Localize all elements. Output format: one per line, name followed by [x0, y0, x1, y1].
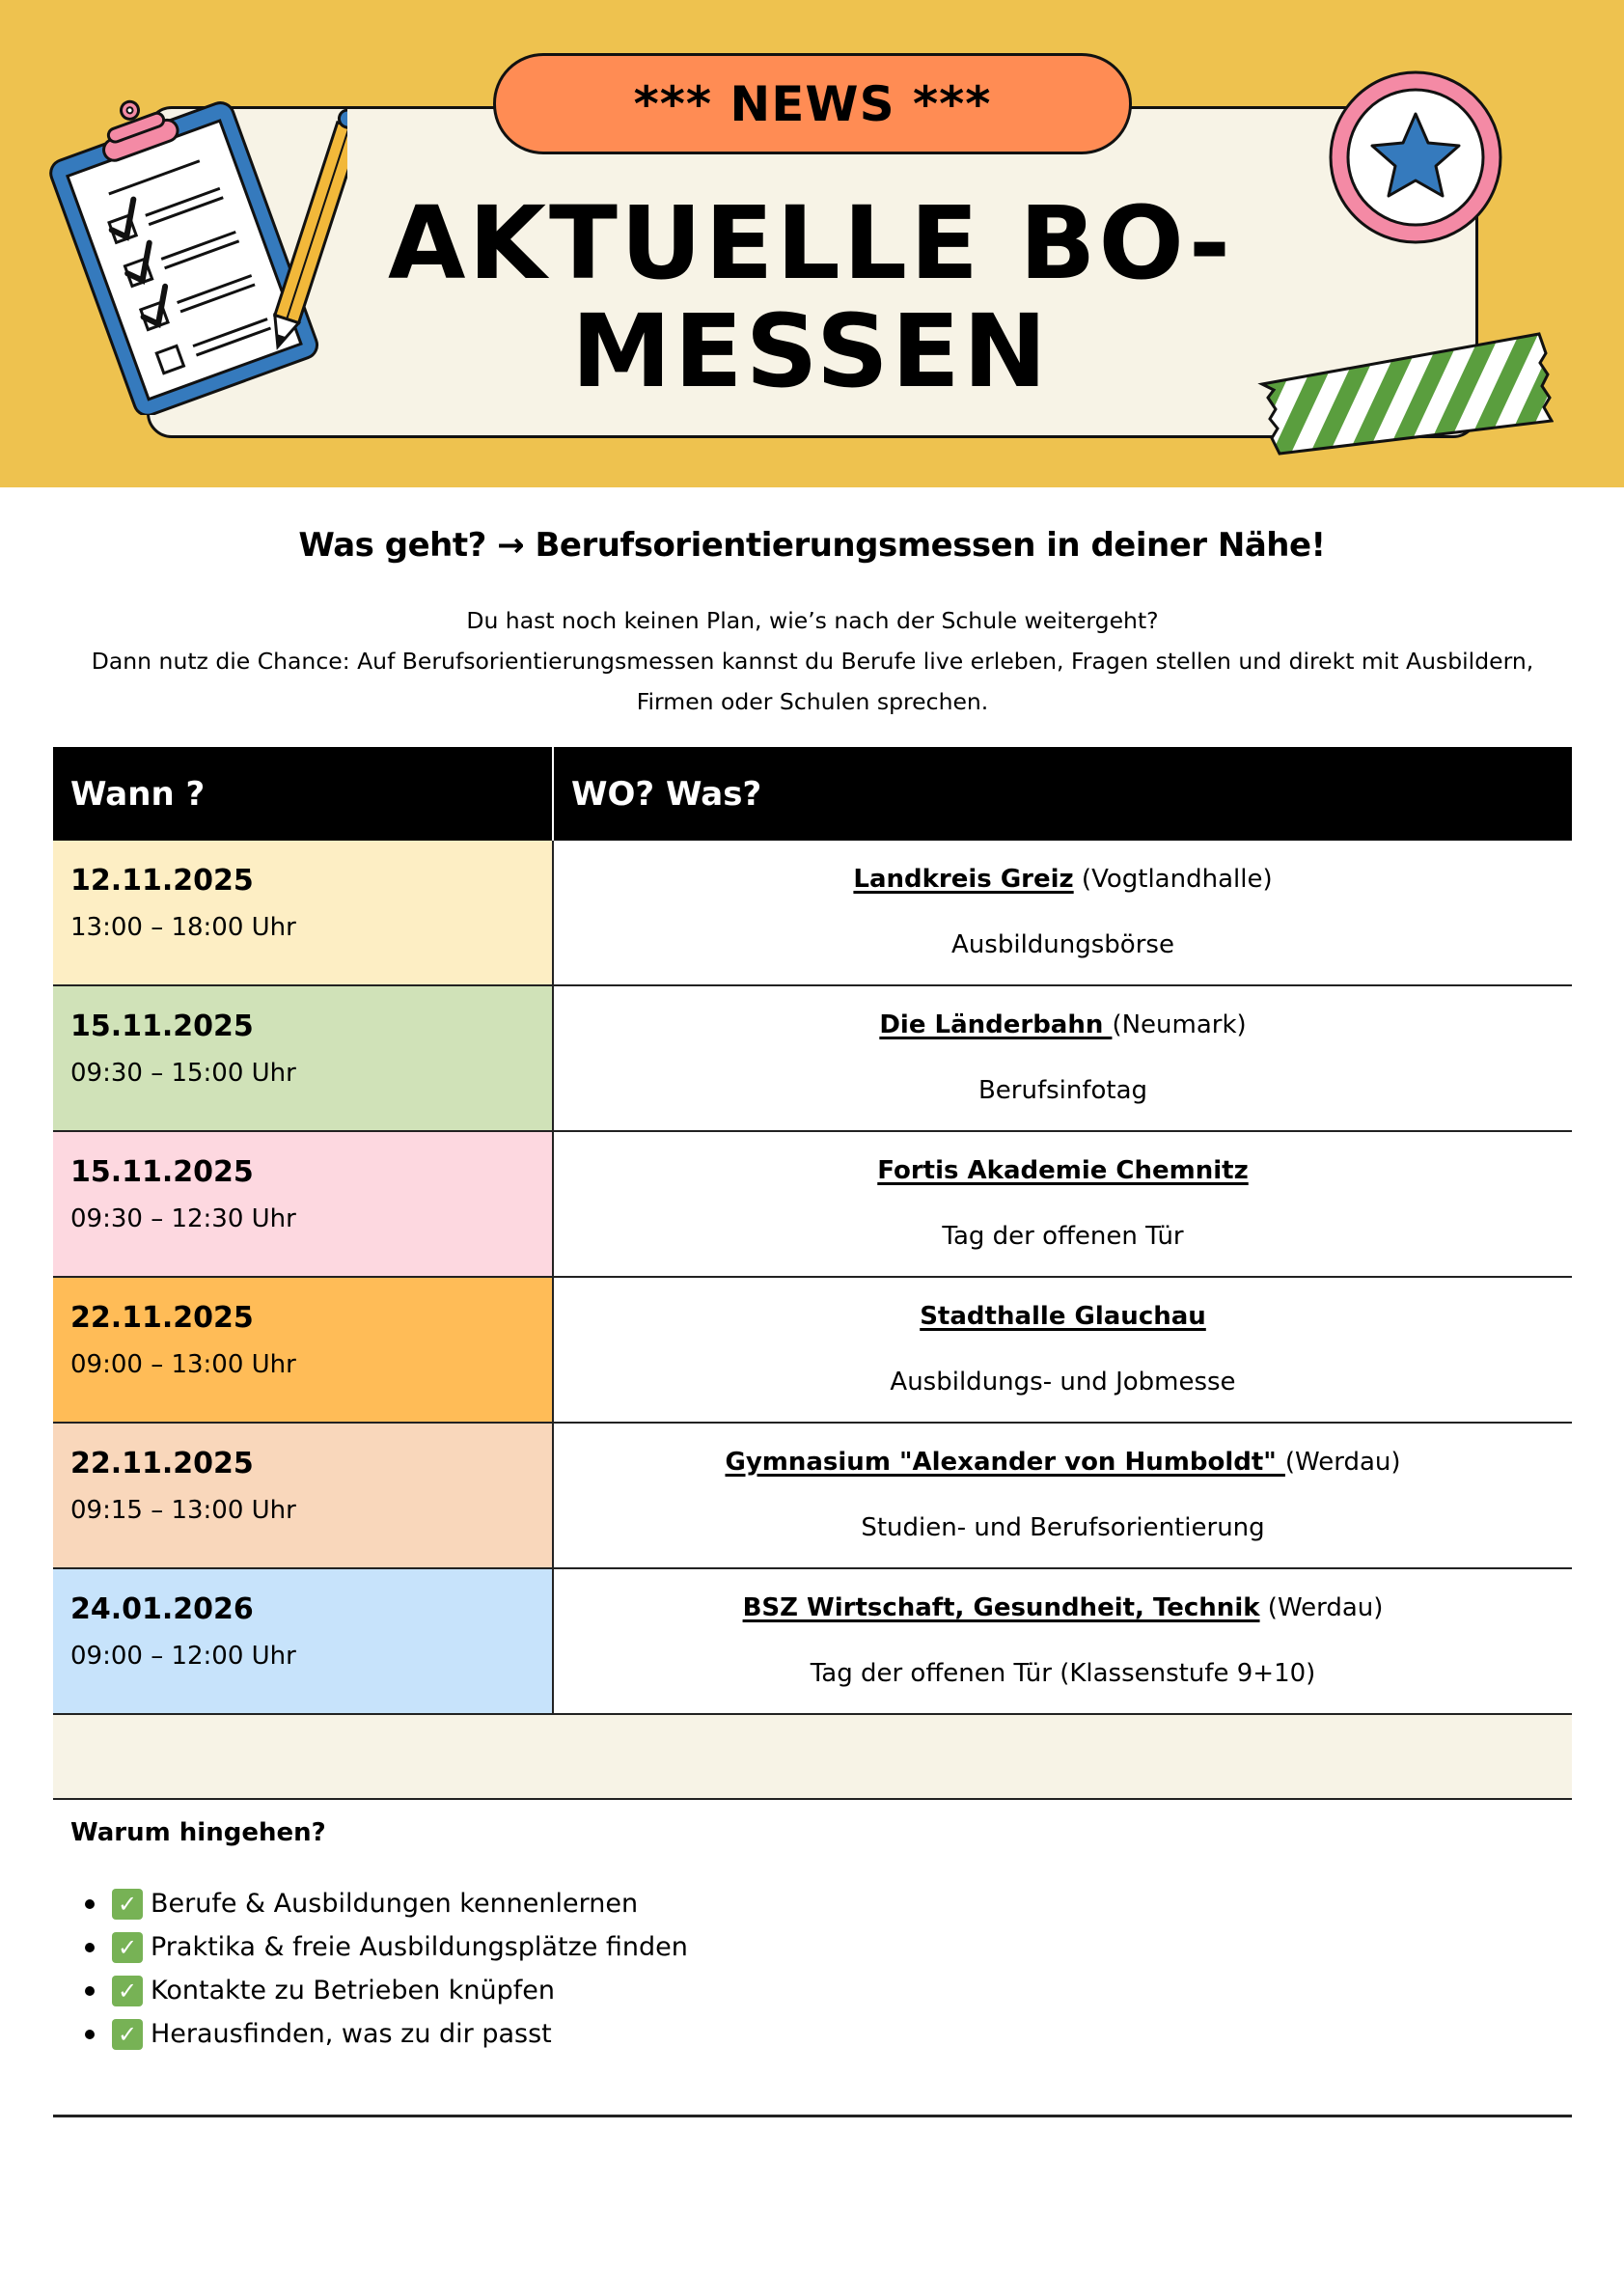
- intro-text: [53, 600, 1572, 722]
- bullet-icon: [85, 1899, 95, 1909]
- table-footer-band: [53, 1715, 1572, 1800]
- page-title-line1: AKTUELLE BO-: [387, 184, 1234, 302]
- event-type: Ausbildungs- und Jobmesse: [890, 1368, 1236, 1397]
- why-item-text: Herausfinden, was zu dir passt: [151, 2019, 552, 2049]
- table-row: [53, 1569, 1572, 1715]
- event-date: 22.11.2025: [70, 1301, 254, 1335]
- why-list-item: [85, 2012, 688, 2056]
- where-cell: [554, 1569, 1572, 1713]
- event-time: 09:00 – 12:00 Uhr: [70, 1642, 296, 1671]
- why-item-text: Berufe & Ausbildungen kennenlernen: [151, 1889, 639, 1919]
- event-place-link[interactable]: Fortis Akademie Chemnitz: [877, 1156, 1249, 1185]
- event-place: [554, 1295, 1572, 1338]
- page-title: [289, 184, 1332, 410]
- event-date: 24.01.2026: [70, 1592, 254, 1626]
- bullet-icon: [85, 2030, 95, 2039]
- event-place-link[interactable]: Die Länderbahn: [879, 1010, 1113, 1039]
- table-row: [53, 986, 1572, 1132]
- where-cell: [554, 841, 1572, 984]
- event-date: 12.11.2025: [70, 864, 254, 898]
- event-time: 09:00 – 13:00 Uhr: [70, 1350, 296, 1379]
- event-place-link[interactable]: Gymnasium "Alexander von Humboldt": [725, 1448, 1285, 1477]
- when-cell: [53, 1424, 554, 1567]
- event-date: 22.11.2025: [70, 1447, 254, 1480]
- event-place: [554, 858, 1572, 900]
- table-body: [53, 841, 1572, 1715]
- divider: [53, 2115, 1572, 2117]
- check-mark-icon: ✓: [112, 1889, 143, 1920]
- page-title-line2: MESSEN: [571, 292, 1050, 410]
- table-row: [53, 1132, 1572, 1278]
- events-table: [53, 747, 1572, 1800]
- check-mark-icon: ✓: [112, 1932, 143, 1963]
- event-time: 09:30 – 12:30 Uhr: [70, 1204, 296, 1233]
- column-header-where: WO? Was?: [571, 774, 762, 814]
- why-list: [85, 1882, 688, 2056]
- intro-line-1: Du hast noch keinen Plan, wie’s nach der Schule weitergeht?: [466, 607, 1159, 634]
- when-cell: [53, 986, 554, 1130]
- event-type: Tag der offenen Tür: [942, 1222, 1184, 1251]
- where-cell: [554, 986, 1572, 1130]
- bullet-icon: [85, 1943, 95, 1952]
- table-header: [53, 747, 1572, 841]
- when-cell: [53, 841, 554, 984]
- event-place: [554, 1441, 1572, 1483]
- check-mark-icon: ✓: [112, 1976, 143, 2006]
- event-date: 15.11.2025: [70, 1010, 254, 1043]
- when-cell: [53, 1278, 554, 1422]
- news-tag-label: *** NEWS ***: [633, 75, 992, 132]
- check-mark-icon: ✓: [112, 2019, 143, 2050]
- star-badge-icon: [1326, 68, 1505, 247]
- table-row: [53, 1424, 1572, 1569]
- table-row: [53, 841, 1572, 986]
- header-banner: [0, 0, 1624, 487]
- event-location: (Vogtlandhalle): [1073, 865, 1273, 894]
- striped-tape-icon: [1254, 326, 1554, 461]
- section-headline: Was geht? → Berufsorientierungsmessen in deiner Nähe!: [298, 526, 1326, 565]
- why-item-text: Praktika & freie Ausbildungsplätze finden: [151, 1932, 688, 1962]
- event-location: (Neumark): [1112, 1010, 1247, 1039]
- event-place-link[interactable]: BSZ Wirtschaft, Gesundheit, Technik: [742, 1593, 1260, 1622]
- event-location: (Werdau): [1259, 1593, 1384, 1622]
- why-item-text: Kontakte zu Betrieben knüpfen: [151, 1976, 556, 2006]
- when-cell: [53, 1132, 554, 1276]
- event-place-link[interactable]: Stadthalle Glauchau: [920, 1302, 1206, 1331]
- bullet-icon: [85, 1986, 95, 1996]
- event-location: (Werdau): [1284, 1448, 1401, 1477]
- event-date: 15.11.2025: [70, 1155, 254, 1189]
- where-cell: [554, 1132, 1572, 1276]
- event-type: Tag der offenen Tür (Klassenstufe 9+10): [810, 1659, 1316, 1688]
- where-cell: [554, 1424, 1572, 1567]
- why-list-item: [85, 1882, 688, 1925]
- event-place: [554, 1004, 1572, 1046]
- event-place: [554, 1587, 1572, 1629]
- intro-line-2: Dann nutz die Chance: Auf Berufsorientierungsmessen kannst du Berufe live erleben, Fragen stellen und direkt mit Ausbildern, Firmen oder Schulen sprechen.: [91, 648, 1534, 715]
- why-list-item: [85, 1969, 688, 2012]
- why-title: Warum hingehen?: [70, 1818, 326, 1847]
- when-cell: [53, 1569, 554, 1713]
- event-time: 09:30 – 15:00 Uhr: [70, 1059, 296, 1088]
- event-time: 09:15 – 13:00 Uhr: [70, 1496, 296, 1525]
- event-type: Studien- und Berufsorientierung: [861, 1513, 1265, 1542]
- event-place-link[interactable]: Landkreis Greiz: [853, 865, 1074, 894]
- news-tag: [493, 53, 1132, 154]
- why-list-item: [85, 1925, 688, 1969]
- table-row: [53, 1278, 1572, 1424]
- where-cell: [554, 1278, 1572, 1422]
- event-type: Ausbildungsbörse: [951, 930, 1174, 959]
- event-time: 13:00 – 18:00 Uhr: [70, 913, 296, 942]
- column-header-when: Wann ?: [53, 747, 554, 841]
- event-type: Berufsinfotag: [977, 1076, 1148, 1105]
- event-place: [554, 1149, 1572, 1192]
